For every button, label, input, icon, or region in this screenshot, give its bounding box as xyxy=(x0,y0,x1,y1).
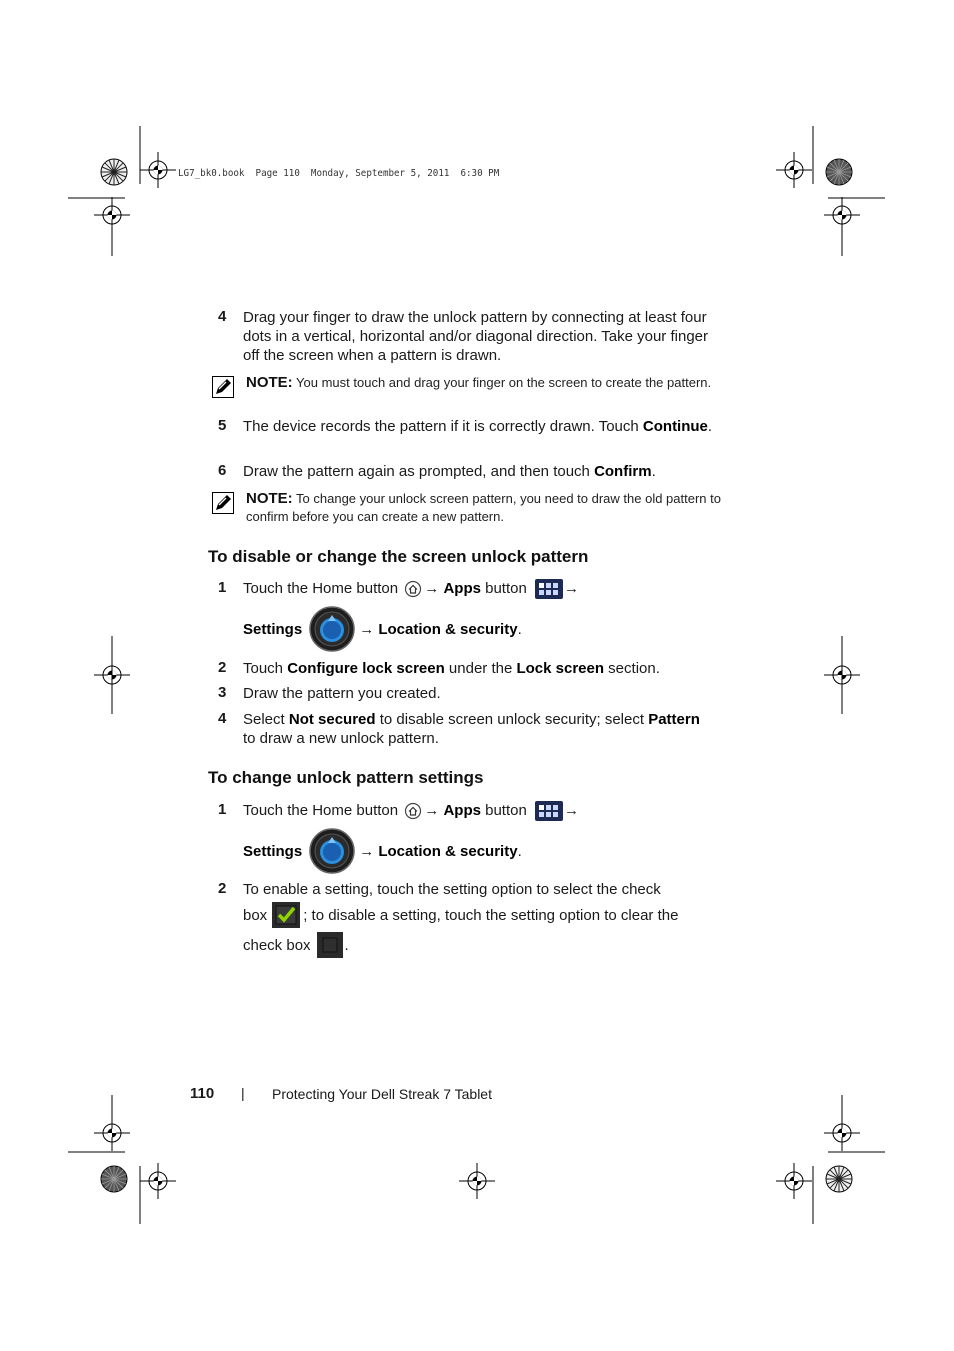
page-number: 110 xyxy=(190,1085,215,1102)
ui-label: Location & security xyxy=(378,620,518,638)
step-text xyxy=(243,902,678,928)
text: Draw the pattern again as prompted, and then touch xyxy=(243,463,595,480)
registration-mark-icon xyxy=(776,152,812,188)
arrow: → xyxy=(564,802,579,819)
step-number: 4 xyxy=(218,710,227,727)
ui-label: Apps xyxy=(443,580,481,597)
ui-label: Settings xyxy=(243,842,303,860)
ui-label: Apps xyxy=(443,802,481,819)
step-number: 6 xyxy=(218,462,227,479)
text: Touch xyxy=(243,660,288,677)
ui-label: Continue xyxy=(642,418,708,435)
step-text xyxy=(243,932,349,958)
apps-grid-icon xyxy=(535,801,563,821)
text: to draw a new unlock pattern. xyxy=(243,730,439,747)
registration-mark-icon xyxy=(140,152,176,188)
arrow: → xyxy=(424,580,440,597)
step-number: 3 xyxy=(218,684,227,701)
text: box xyxy=(243,906,268,924)
ui-label: Confirm xyxy=(594,463,652,480)
step-text: To enable a setting, touch the setting option to select the check xyxy=(243,881,661,898)
step-text xyxy=(243,417,723,436)
step-text xyxy=(243,710,703,748)
ui-label: Not secured xyxy=(288,711,376,728)
home-icon xyxy=(404,802,422,820)
text: . xyxy=(517,842,522,860)
registration-mark-icon xyxy=(140,1163,176,1199)
step-text xyxy=(243,827,522,875)
arrow: → xyxy=(359,620,375,638)
note-1 xyxy=(246,374,726,392)
text: under the xyxy=(444,660,517,677)
print-slug: LG7_bk0.book Page 110 Monday, September 5, 2011 6:30 PM xyxy=(178,168,500,179)
step-number: 1 xyxy=(218,801,227,818)
text: . xyxy=(707,418,713,435)
registration-mark-icon xyxy=(94,1115,130,1151)
text: Touch the Home button xyxy=(243,802,399,819)
step-text: Drag your finger to draw the unlock pattern by connecting at least four dots in a vertical, horizontal and/or diagonal direction. Take your finger off the screen when a pattern is drawn. xyxy=(243,309,708,364)
ui-label: Pattern xyxy=(648,711,700,728)
color-wheel-icon xyxy=(101,1166,127,1192)
step-number: 1 xyxy=(218,579,227,596)
registration-mark-icon xyxy=(824,1115,860,1151)
checkbox-checked-icon xyxy=(272,902,300,928)
text: section. xyxy=(604,660,660,677)
text: The device records the pattern if it is correctly drawn. Touch xyxy=(243,418,643,435)
text: button xyxy=(480,580,527,597)
arrow: → xyxy=(564,580,579,597)
note-label: NOTE: xyxy=(246,374,293,391)
step-text xyxy=(243,605,522,653)
step-number: 2 xyxy=(218,880,227,897)
step-text xyxy=(243,659,660,678)
color-wheel-icon xyxy=(826,1166,852,1192)
text: . xyxy=(344,936,349,954)
apps-grid-icon xyxy=(535,579,563,599)
ui-label: Location & security xyxy=(378,842,518,860)
arrow: → xyxy=(359,842,375,860)
step-number: 4 xyxy=(218,308,227,325)
section-heading: To change unlock pattern settings xyxy=(208,768,484,787)
step-text xyxy=(243,579,579,599)
color-wheel-icon xyxy=(826,159,852,185)
note-text: You must touch and drag your finger on the screen to create the pattern. xyxy=(292,375,712,390)
home-icon xyxy=(404,580,422,598)
footer-title: Protecting Your Dell Streak 7 Tablet xyxy=(272,1086,492,1102)
footer-separator: | xyxy=(241,1085,245,1101)
checkbox-empty-icon xyxy=(317,932,343,958)
step-text xyxy=(243,801,579,821)
text: check box xyxy=(243,936,311,954)
registration-mark-icon xyxy=(824,197,860,233)
text: ; to disable a setting, touch the setting option to clear the xyxy=(303,906,679,924)
settings-dial-icon xyxy=(309,828,355,874)
step-number: 2 xyxy=(218,659,227,676)
note-2 xyxy=(246,490,726,526)
note-pencil-icon xyxy=(212,492,234,514)
color-wheel-icon xyxy=(101,159,127,185)
ui-label: Lock screen xyxy=(516,660,605,677)
settings-dial-icon xyxy=(309,606,355,652)
text: Touch the Home button xyxy=(243,580,399,597)
registration-mark-icon xyxy=(94,197,130,233)
registration-mark-icon xyxy=(459,1163,495,1199)
text: button xyxy=(480,802,527,819)
step-text xyxy=(243,462,723,481)
note-label: NOTE: xyxy=(246,490,293,507)
text: to disable screen unlock security; select xyxy=(375,711,649,728)
text: Select xyxy=(243,711,289,728)
text: . xyxy=(517,620,522,638)
section-heading: To disable or change the screen unlock pattern xyxy=(208,547,589,566)
text: . xyxy=(651,463,656,480)
note-text: To change your unlock screen pattern, you need to draw the old pattern to confirm before you can create a new pattern. xyxy=(246,491,721,524)
ui-label: Settings xyxy=(243,620,303,638)
step-text: Draw the pattern you created. xyxy=(243,685,441,702)
arrow: → xyxy=(424,802,440,819)
note-pencil-icon xyxy=(212,376,234,398)
step-number: 5 xyxy=(218,417,227,434)
ui-label: Configure lock screen xyxy=(287,660,445,677)
registration-mark-icon xyxy=(776,1163,812,1199)
